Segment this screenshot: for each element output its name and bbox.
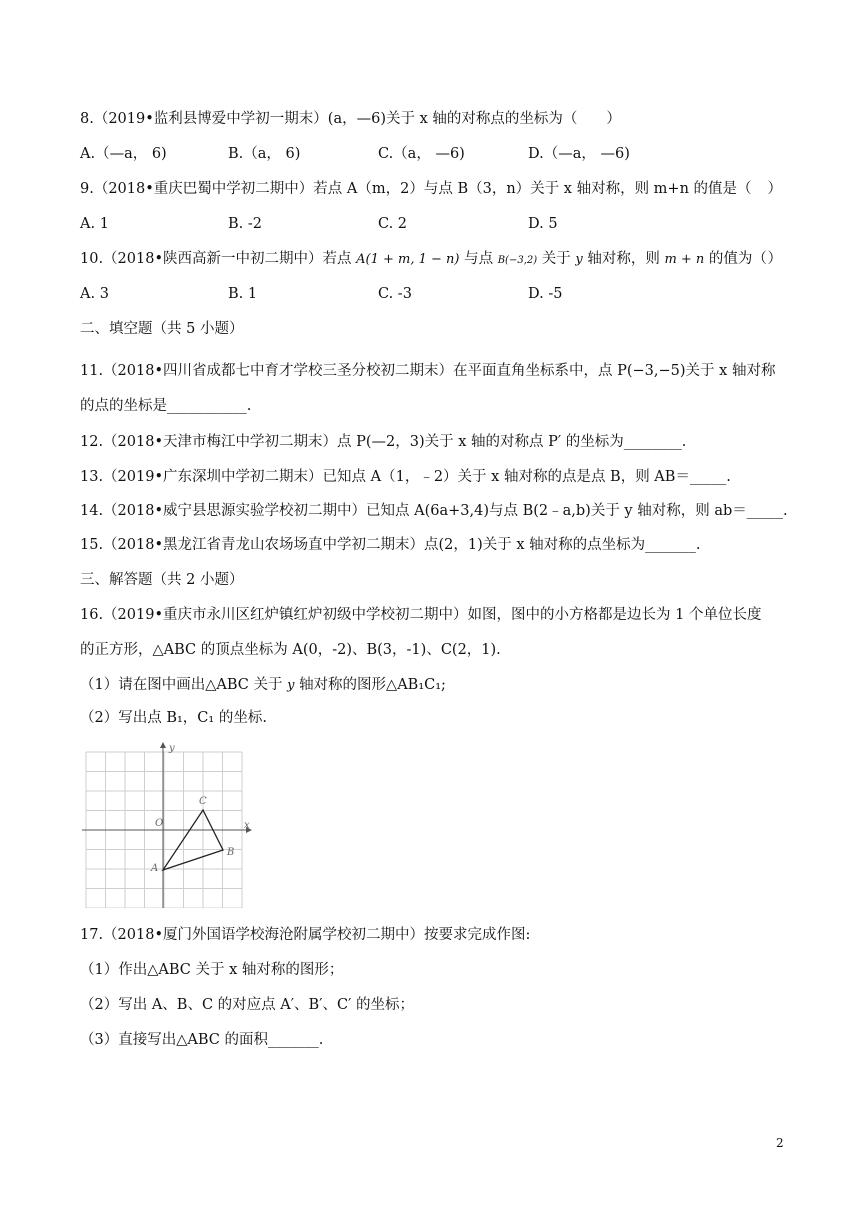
q10-axis: y	[575, 252, 583, 267]
triangle-abc	[163, 810, 223, 870]
x-axis-label: x	[244, 820, 250, 831]
q10-stem-b: 与点	[464, 251, 494, 267]
q10-option-d: D. -5	[528, 286, 563, 302]
q10-paren: ）	[767, 251, 782, 267]
q9-stem: 9.（2018•重庆巴蜀中学初二期中）若点 A（m，2）与点 B（3，n）关于 x 轴对称，则 m+n 的值是（	[80, 181, 752, 197]
q16-sub-1	[80, 675, 446, 696]
q9-option-c: C. 2	[378, 216, 408, 232]
point-b-label: B	[227, 847, 235, 858]
q10-stem-e: 的值为（	[708, 251, 767, 267]
q10-option-b: B. 1	[228, 286, 258, 302]
q10-point-a: A(1 + m, 1 − n)	[356, 252, 460, 267]
q10-stem-a: 10.（2018•陕西高新一中初二期中）若点	[80, 251, 352, 267]
q10-stem	[80, 249, 767, 271]
q16-line-1: 16.（2019•重庆市永川区红炉镇红炉初级中学校初二期中）如图，图中的小方格都是边长为 1 个单位长度	[80, 607, 762, 623]
q10-expr: m + n	[664, 252, 705, 267]
y-axis-arrow-icon	[160, 742, 166, 748]
q17-sub-1: （1）作出△ABC 关于 x 轴对称的图形；	[80, 962, 344, 978]
q10-stem-c: 关于	[541, 251, 571, 267]
q9-option-b: B. ‐2	[228, 216, 262, 232]
q13: 13.（2019•广东深圳中学初二期末）已知点 A（1，﹣2）关于 x 轴对称的点是点 B，则 AB＝_____.	[80, 469, 731, 485]
q9-option-d: D. 5	[528, 216, 558, 232]
q10-option-c: C. -3	[378, 286, 412, 302]
page-number: 2	[776, 1136, 784, 1150]
point-c-label: C	[199, 796, 207, 807]
q8-stem: 8.（2019•监利县博爱中学初一期末）(a，—6)关于 x 轴的对称点的坐标为（ ）	[80, 111, 621, 127]
q9-paren: ）	[767, 181, 782, 197]
q10-option-a: A. 3	[80, 286, 109, 302]
q8-option-d: D.（—a， —6)	[528, 146, 630, 162]
q15: 15.（2018•黑龙江省青龙山农场场直中学初二期末）点(2，1)关于 x 轴对称的点坐标为_______.	[80, 537, 701, 553]
q8-option-b: B.（a， 6)	[228, 146, 301, 162]
q17-sub-2: （2）写出 A、B、C 的对应点 A′、B′、C′ 的坐标；	[80, 997, 414, 1013]
section-2-heading: 二、填空题（共 5 小题）	[80, 321, 244, 337]
q16-sub-1-axis: y	[287, 678, 295, 693]
q14: 14.（2018•威宁县思源实验学校初二期中）已知点 A(6a+3,4)与点 B(2﹣a,b)关于 y 轴对称，则 ab＝_____.	[80, 503, 788, 519]
q16-sub-2: （2）写出点 B₁，C₁ 的坐标.	[80, 710, 267, 726]
y-axis-label: y	[169, 743, 175, 754]
q9-option-a: A. 1	[80, 216, 109, 232]
origin-label: O	[155, 818, 164, 829]
q17-line-1: 17.（2018•厦门外国语学校海沧附属学校初二期中）按要求完成作图:	[80, 927, 531, 943]
q17-sub-3: （3）直接写出△ABC 的面积_______.	[80, 1032, 324, 1048]
q16-sub-1-b: 轴对称的图形△AB₁C₁;	[299, 677, 446, 693]
q16-sub-1-a: （1）请在图中画出△ABC 关于	[80, 677, 283, 693]
q11-line-2: 的点的坐标是___________.	[80, 398, 252, 414]
q10-point-b: B(−3,2)	[497, 255, 538, 266]
q11-line-1: 11.（2018•四川省成都七中育才学校三圣分校初二期末）在平面直角坐标系中，点 P(−3,−5)关于 x 轴对称	[80, 363, 776, 379]
q16-line-2: 的正方形，△ABC 的顶点坐标为 A(0，-2)、B(3，-1)、C(2，1).	[80, 642, 501, 658]
coordinate-grid-figure	[82, 742, 252, 908]
point-a-label: A	[151, 863, 159, 874]
q8-option-a: A.（—a， 6)	[80, 146, 167, 162]
q12: 12.（2018•天津市梅江中学初二期末）点 P(—2，3)关于 x 轴的对称点 P′ 的坐标为________.	[80, 434, 687, 450]
q8-option-c: C.（a， —6)	[378, 146, 465, 162]
section-3-heading: 三、解答题（共 2 小题）	[80, 572, 244, 588]
q10-stem-d: 轴对称，则	[587, 251, 660, 267]
